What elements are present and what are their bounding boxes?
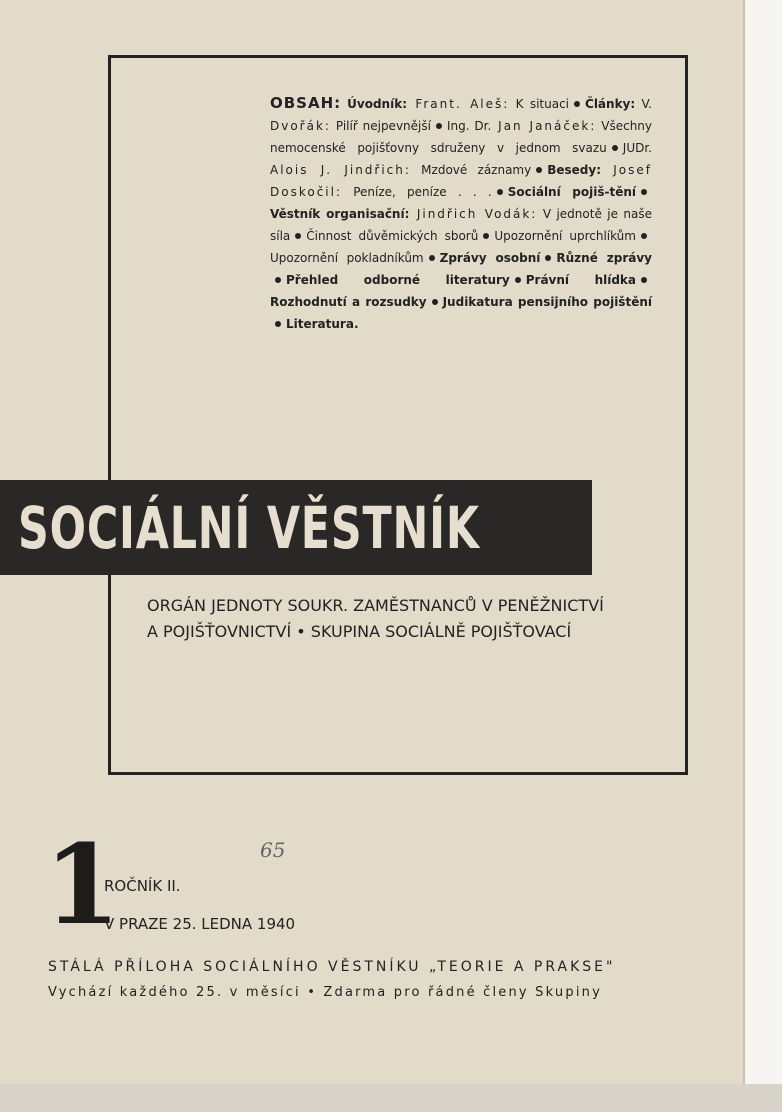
publication-title: SOCIÁLNÍ VĚSTNÍK xyxy=(18,494,480,562)
contents-entry: Frant. Aleš: xyxy=(407,97,510,111)
bullet-dot xyxy=(436,123,442,129)
contents-entry: Ing. Dr. xyxy=(446,119,492,133)
subtitle-line-2: A POJIŠŤOVNICTVÍ • SKUPINA SOCIÁLNĚ POJIŠŤOVACÍ xyxy=(147,622,572,641)
contents-entry: Rozhodnutí a rozsudky xyxy=(270,295,427,309)
contents-entry: Alois J. Jindřich: xyxy=(270,163,411,177)
bullet-dot xyxy=(275,321,281,327)
bullet-dot xyxy=(641,233,647,239)
table-of-contents xyxy=(270,92,652,335)
contents-entry: JUDr. xyxy=(622,141,652,155)
contents-items xyxy=(270,97,652,331)
bullet-dot xyxy=(612,145,618,151)
contents-label: OBSAH: xyxy=(270,94,342,112)
contents-entry: Pilíř nejpevnější xyxy=(330,119,431,133)
contents-entry: Jindřich Vodák: xyxy=(409,207,538,221)
contents-entry: V. xyxy=(635,97,652,111)
scan-bottom-edge xyxy=(0,1084,782,1112)
issue-number: 1 xyxy=(44,820,121,949)
publication-frequency: Vychází každého 25. v měsíci • Zdarma pro řádné členy Skupiny xyxy=(48,985,602,1000)
bullet-dot xyxy=(483,233,489,239)
bullet-dot xyxy=(545,255,551,261)
contents-entry: Všechny nemocenské pojišťovny sdruženy v jednom svazu xyxy=(270,119,653,155)
contents-entry: Literatura. xyxy=(286,317,359,331)
contents-entry: Zprávy osobní xyxy=(439,251,541,265)
contents-entry: Úvodník: xyxy=(347,97,407,111)
contents-entry: Jan Janáček: xyxy=(491,119,597,133)
bullet-dot xyxy=(574,101,580,107)
contents-entry: Dvořák: xyxy=(270,119,331,133)
contents-entry: Upozornění uprchlíkům xyxy=(494,229,636,243)
contents-entry: K situaci xyxy=(509,97,570,111)
volume-label: ROČNÍK II. xyxy=(104,877,181,895)
contents-entry: Sociální pojiš-tění xyxy=(507,185,636,199)
contents-entry: Josef Doskočil: xyxy=(270,163,653,199)
issue-date: V PRAZE 25. LEDNA 1940 xyxy=(104,915,296,933)
contents-entry: Činnost důvěmických sborů xyxy=(306,229,479,243)
bullet-dot xyxy=(515,277,521,283)
contents-entry: Právní hlídka xyxy=(525,273,637,287)
bullet-dot xyxy=(641,189,647,195)
bullet-dot xyxy=(497,189,503,195)
contents-entry: Peníze, peníze . . . xyxy=(342,185,492,199)
contents-entry: Mzdové záznamy xyxy=(410,163,532,177)
contents-entry: Přehled odborné literatury xyxy=(286,273,510,287)
contents-entry: Besedy: xyxy=(547,163,602,177)
bullet-dot xyxy=(429,255,435,261)
bullet-dot xyxy=(536,167,542,173)
contents-entry: Různé zprávy xyxy=(556,251,652,265)
contents-entry: Upozornění pokladníkům xyxy=(270,251,424,265)
contents-entry: V jednotě je naše síla xyxy=(270,207,652,243)
bullet-dot xyxy=(432,299,438,305)
publication-subtitle xyxy=(147,593,604,645)
contents-entry: Judikatura pensijního pojištění xyxy=(442,295,652,309)
supplement-note: STÁLÁ PŘÍLOHA SOCIÁLNÍHO VĚSTNÍKU „TEORIE A PRAKSE" xyxy=(48,959,616,975)
bullet-dot xyxy=(641,277,647,283)
contents-entry: Články: xyxy=(585,97,636,111)
bullet-dot xyxy=(275,277,281,283)
handwritten-note: 65 xyxy=(260,838,286,862)
bullet-dot xyxy=(295,233,301,239)
contents-entry: Věstník organisační: xyxy=(270,207,410,221)
scan-background xyxy=(745,0,782,1112)
subtitle-line-1: ORGÁN JEDNOTY SOUKR. ZAMĚSTNANCŮ V PENĚŽNICTVÍ xyxy=(147,596,604,615)
